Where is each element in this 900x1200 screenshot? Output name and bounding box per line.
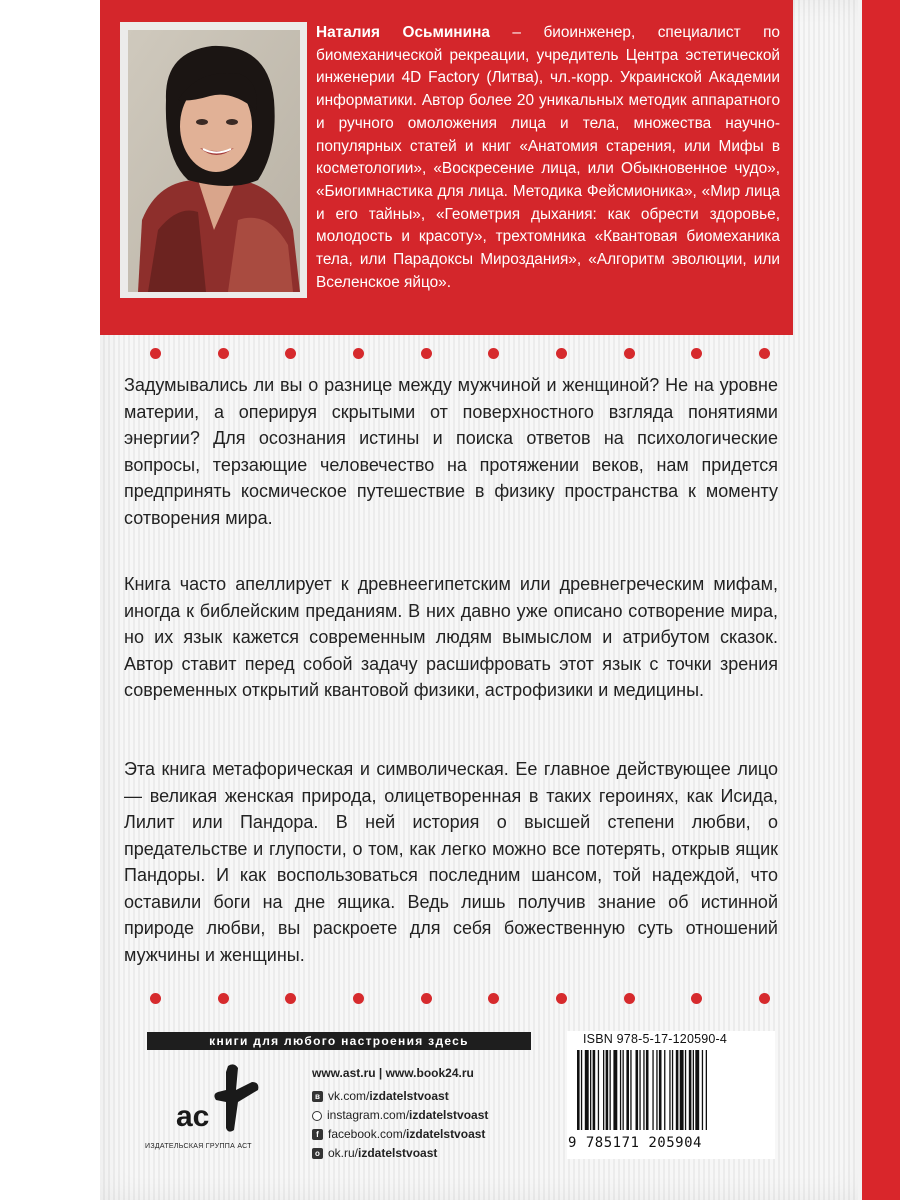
odnoklassniki-icon: о	[312, 1148, 323, 1159]
divider-dot	[691, 348, 702, 359]
dot-divider-top	[150, 348, 770, 359]
annotation-paragraph-3: Эта книга метафорическая и символическая. Ее главное действующее лицо — великая женская природа, олицетворенная в таких героинях, как Исида, Лилит или Пандора. В ней история о высшей степени любви, о предательстве и глупости, о том, как легко можно все потерять, открыв ящик Пандоры. И как воспользоваться последним шансом, той надеждой, что оставили боги на дне ящика. Ведь лишь получив знание об истинной природе любви, вы раскроете для себя божественную суть отношений мужчины и женщины.	[124, 759, 778, 965]
annotation-paragraph-1: Задумывались ли вы о разнице между мужчиной и женщиной? Не на уровне материи, а оперируя скрытыми от поверхностного взгляда понятиями энергии? Для осознания истины и поиска ответов на психологические вопросы, терзающие человечество на протяжении веков, нам придется предпринять космическое путешествие в физику пространства к моменту сотворения мира.	[124, 375, 778, 528]
barcode	[575, 1050, 771, 1134]
isbn-number: ISBN 978-5-17-120590-4	[583, 1032, 728, 1046]
social-link-instagram[interactable]	[312, 1106, 488, 1125]
divider-dot	[285, 993, 296, 1004]
social-prefix: facebook.com/	[328, 1127, 407, 1141]
divider-dot	[624, 348, 635, 359]
divider-dot	[556, 993, 567, 1004]
author-photo	[128, 30, 300, 292]
divider-dot	[150, 348, 161, 359]
barcode-digits: 9 785171 205904	[568, 1135, 702, 1151]
social-prefix: instagram.com/	[327, 1108, 410, 1122]
divider-dot	[353, 348, 364, 359]
ast-logo	[168, 1060, 268, 1140]
divider-dot	[556, 348, 567, 359]
publisher-tagline: книги для любого настроения здесь	[147, 1032, 531, 1050]
divider-dot	[421, 993, 432, 1004]
author-bio-text: – биоинженер, специалист по биомеханической рекреации, учредитель Центра эстетической инженерии 4D Factory (Литва), чл.-корр. Украинской Академии информатики. Автор более 20 уникальных методик аппаратного и ручного омоложения лица и тела, множества научно-популярных статей и книг «Анатомия старения, или Мифы в косметологии», «Воскресение лица, или Обыкновенное чудо», «Биогимнастика для лица. Методика Фейсмионика», «Мир лица и его тайны», «Геометрия дыхания: как обрести здоровье, молодость и красоту», трехтомника «Квантовая биомеханика тела, или Парадоксы Мироздания», «Алгоритм эволюции, или Вселенское яйцо».	[316, 24, 780, 291]
divider-dot	[218, 993, 229, 1004]
social-handle: izdatelstvoast	[369, 1089, 449, 1103]
facebook-icon: f	[312, 1129, 323, 1140]
divider-dot	[285, 348, 296, 359]
social-prefix: ok.ru/	[328, 1146, 359, 1160]
divider-dot	[691, 993, 702, 1004]
divider-dot	[218, 348, 229, 359]
publisher-group-name: ИЗДАТЕЛЬСКАЯ ГРУППА АСТ	[145, 1143, 252, 1150]
divider-dot	[759, 993, 770, 1004]
divider-dot	[421, 348, 432, 359]
divider-dot	[624, 993, 635, 1004]
social-link-ok[interactable]	[312, 1144, 488, 1163]
publisher-websites[interactable]: www.ast.ru | www.book24.ru	[312, 1066, 474, 1080]
social-prefix: vk.com/	[328, 1089, 370, 1103]
social-handle: izdatelstvoast	[406, 1127, 486, 1141]
svg-text:ас: ас	[176, 1100, 210, 1133]
divider-dot	[759, 348, 770, 359]
social-link-vk[interactable]	[312, 1087, 488, 1106]
social-handle: izdatelstvoast	[409, 1108, 489, 1122]
vk-icon: в	[312, 1091, 323, 1102]
publisher-links	[312, 1064, 488, 1163]
divider-dot	[488, 993, 499, 1004]
instagram-icon	[312, 1111, 322, 1121]
social-handle: izdatelstvoast	[358, 1146, 438, 1160]
annotation-paragraph-2: Книга часто апеллирует к древнеегипетским или древнегреческим мифам, иногда к библейским преданиям. В них давно уже описано сотворение мира, но их язык кажется современным людям вымыслом и атрибутом сказок. Автор ставит перед собой задачу расшифровать этот язык с точки зрения современных открытий квантовой физики, астрофизики и медицины.	[124, 574, 778, 700]
author-name: Наталия Осьминина	[316, 24, 490, 41]
book-spine	[862, 0, 900, 1200]
divider-dot	[488, 348, 499, 359]
author-bio	[316, 22, 780, 294]
divider-dot	[353, 993, 364, 1004]
social-link-facebook[interactable]	[312, 1125, 488, 1144]
divider-dot	[150, 993, 161, 1004]
dot-divider-bottom	[150, 993, 770, 1004]
